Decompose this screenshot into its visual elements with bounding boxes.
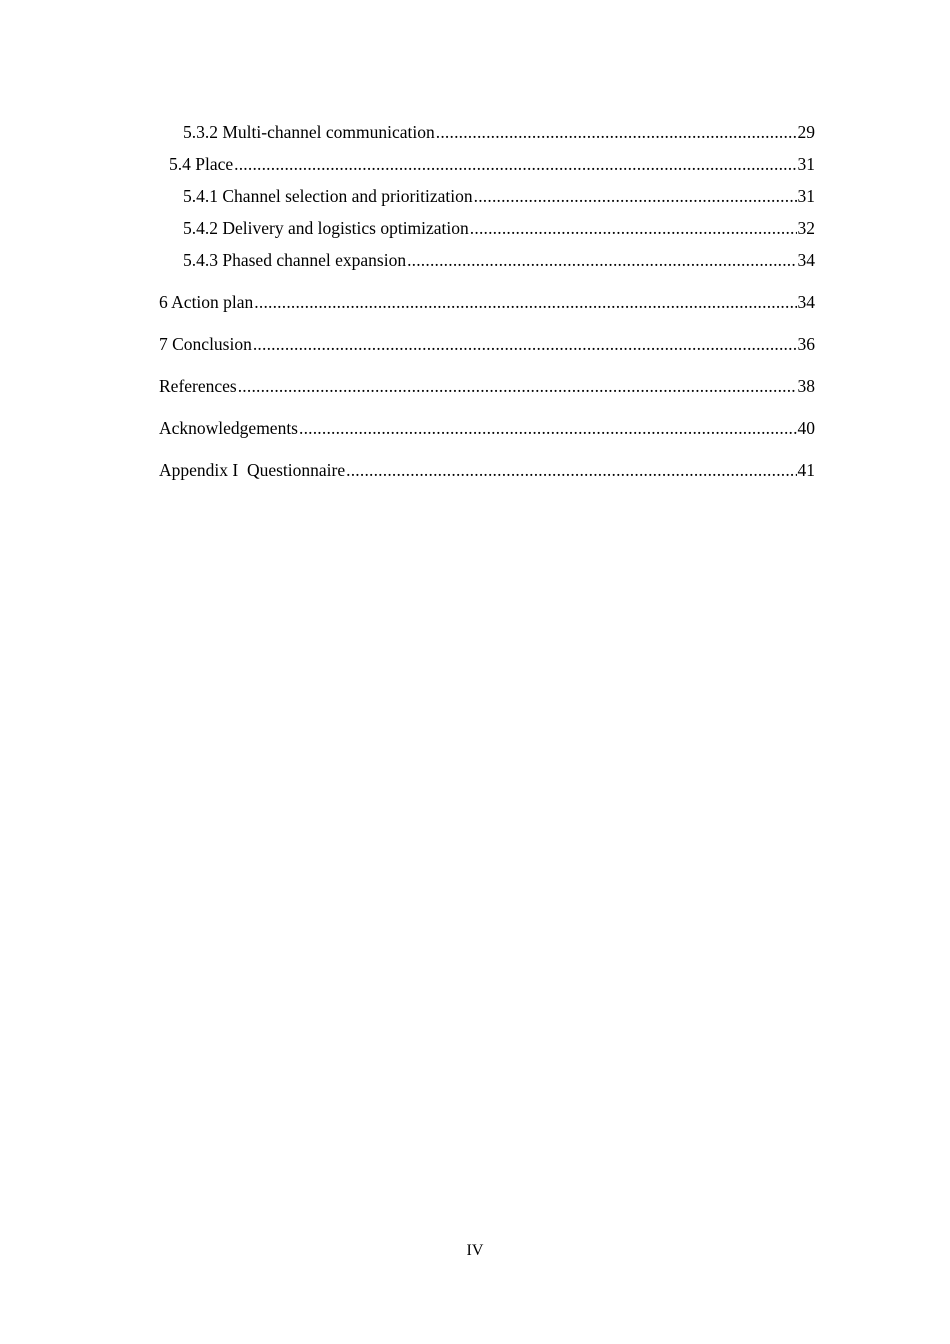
toc-entry-title: 5.4.1 Channel selection and prioritization (183, 186, 473, 206)
dot-leader (234, 152, 796, 176)
toc-entry-6[interactable] (159, 290, 815, 314)
toc-entry-page: 36 (797, 334, 815, 354)
toc-entry-title: 5.4.3 Phased channel expansion (183, 250, 407, 270)
toc-entry-page: 29 (797, 122, 815, 142)
toc-entry-7[interactable] (159, 332, 815, 356)
toc-entry-page: 34 (797, 250, 815, 270)
toc-entry-title: 5.4.2 Delivery and logistics optimization (183, 218, 469, 238)
toc-entry-title: 5.3.2 Multi-channel communication (183, 122, 435, 142)
toc-entry-5-4-2[interactable] (159, 216, 815, 240)
toc-entry-references[interactable] (159, 374, 815, 398)
toc-entry-page: 32 (797, 218, 815, 238)
toc-entry-title: 6 Action plan (159, 292, 254, 312)
toc-entry-5-4-3[interactable] (159, 248, 815, 272)
dot-leader (407, 248, 796, 272)
dot-leader (474, 184, 797, 208)
toc-entry-title: Appendix I Questionnaire (159, 460, 346, 480)
toc-entry-5-3-2[interactable] (159, 120, 815, 144)
toc-entry-title: 5.4 Place (169, 154, 234, 174)
toc-entry-page: 38 (797, 376, 815, 396)
toc-entry-page: 41 (797, 460, 815, 480)
toc-entry-page: 31 (797, 154, 815, 174)
toc-entry-appendix-1[interactable] (159, 458, 815, 482)
dot-leader (254, 290, 796, 314)
dot-leader (436, 120, 797, 144)
toc-entry-page: 34 (797, 292, 815, 312)
toc-entry-5-4-1[interactable] (159, 184, 815, 208)
toc-entry-page: 31 (797, 186, 815, 206)
toc-entry-title: References (159, 376, 237, 396)
toc-entry-page: 40 (797, 418, 815, 438)
toc-entry-title: Acknowledgements (159, 418, 298, 438)
dot-leader (470, 216, 797, 240)
dot-leader (299, 416, 797, 440)
dot-leader (346, 458, 796, 482)
toc-entry-acknowledgements[interactable] (159, 416, 815, 440)
toc-entry-title: 7 Conclusion (159, 334, 252, 354)
dot-leader (238, 374, 797, 398)
page-number: IV (466, 1242, 484, 1259)
toc-entry-5-4[interactable] (159, 152, 815, 176)
dot-leader (253, 332, 797, 356)
table-of-contents (159, 120, 815, 482)
